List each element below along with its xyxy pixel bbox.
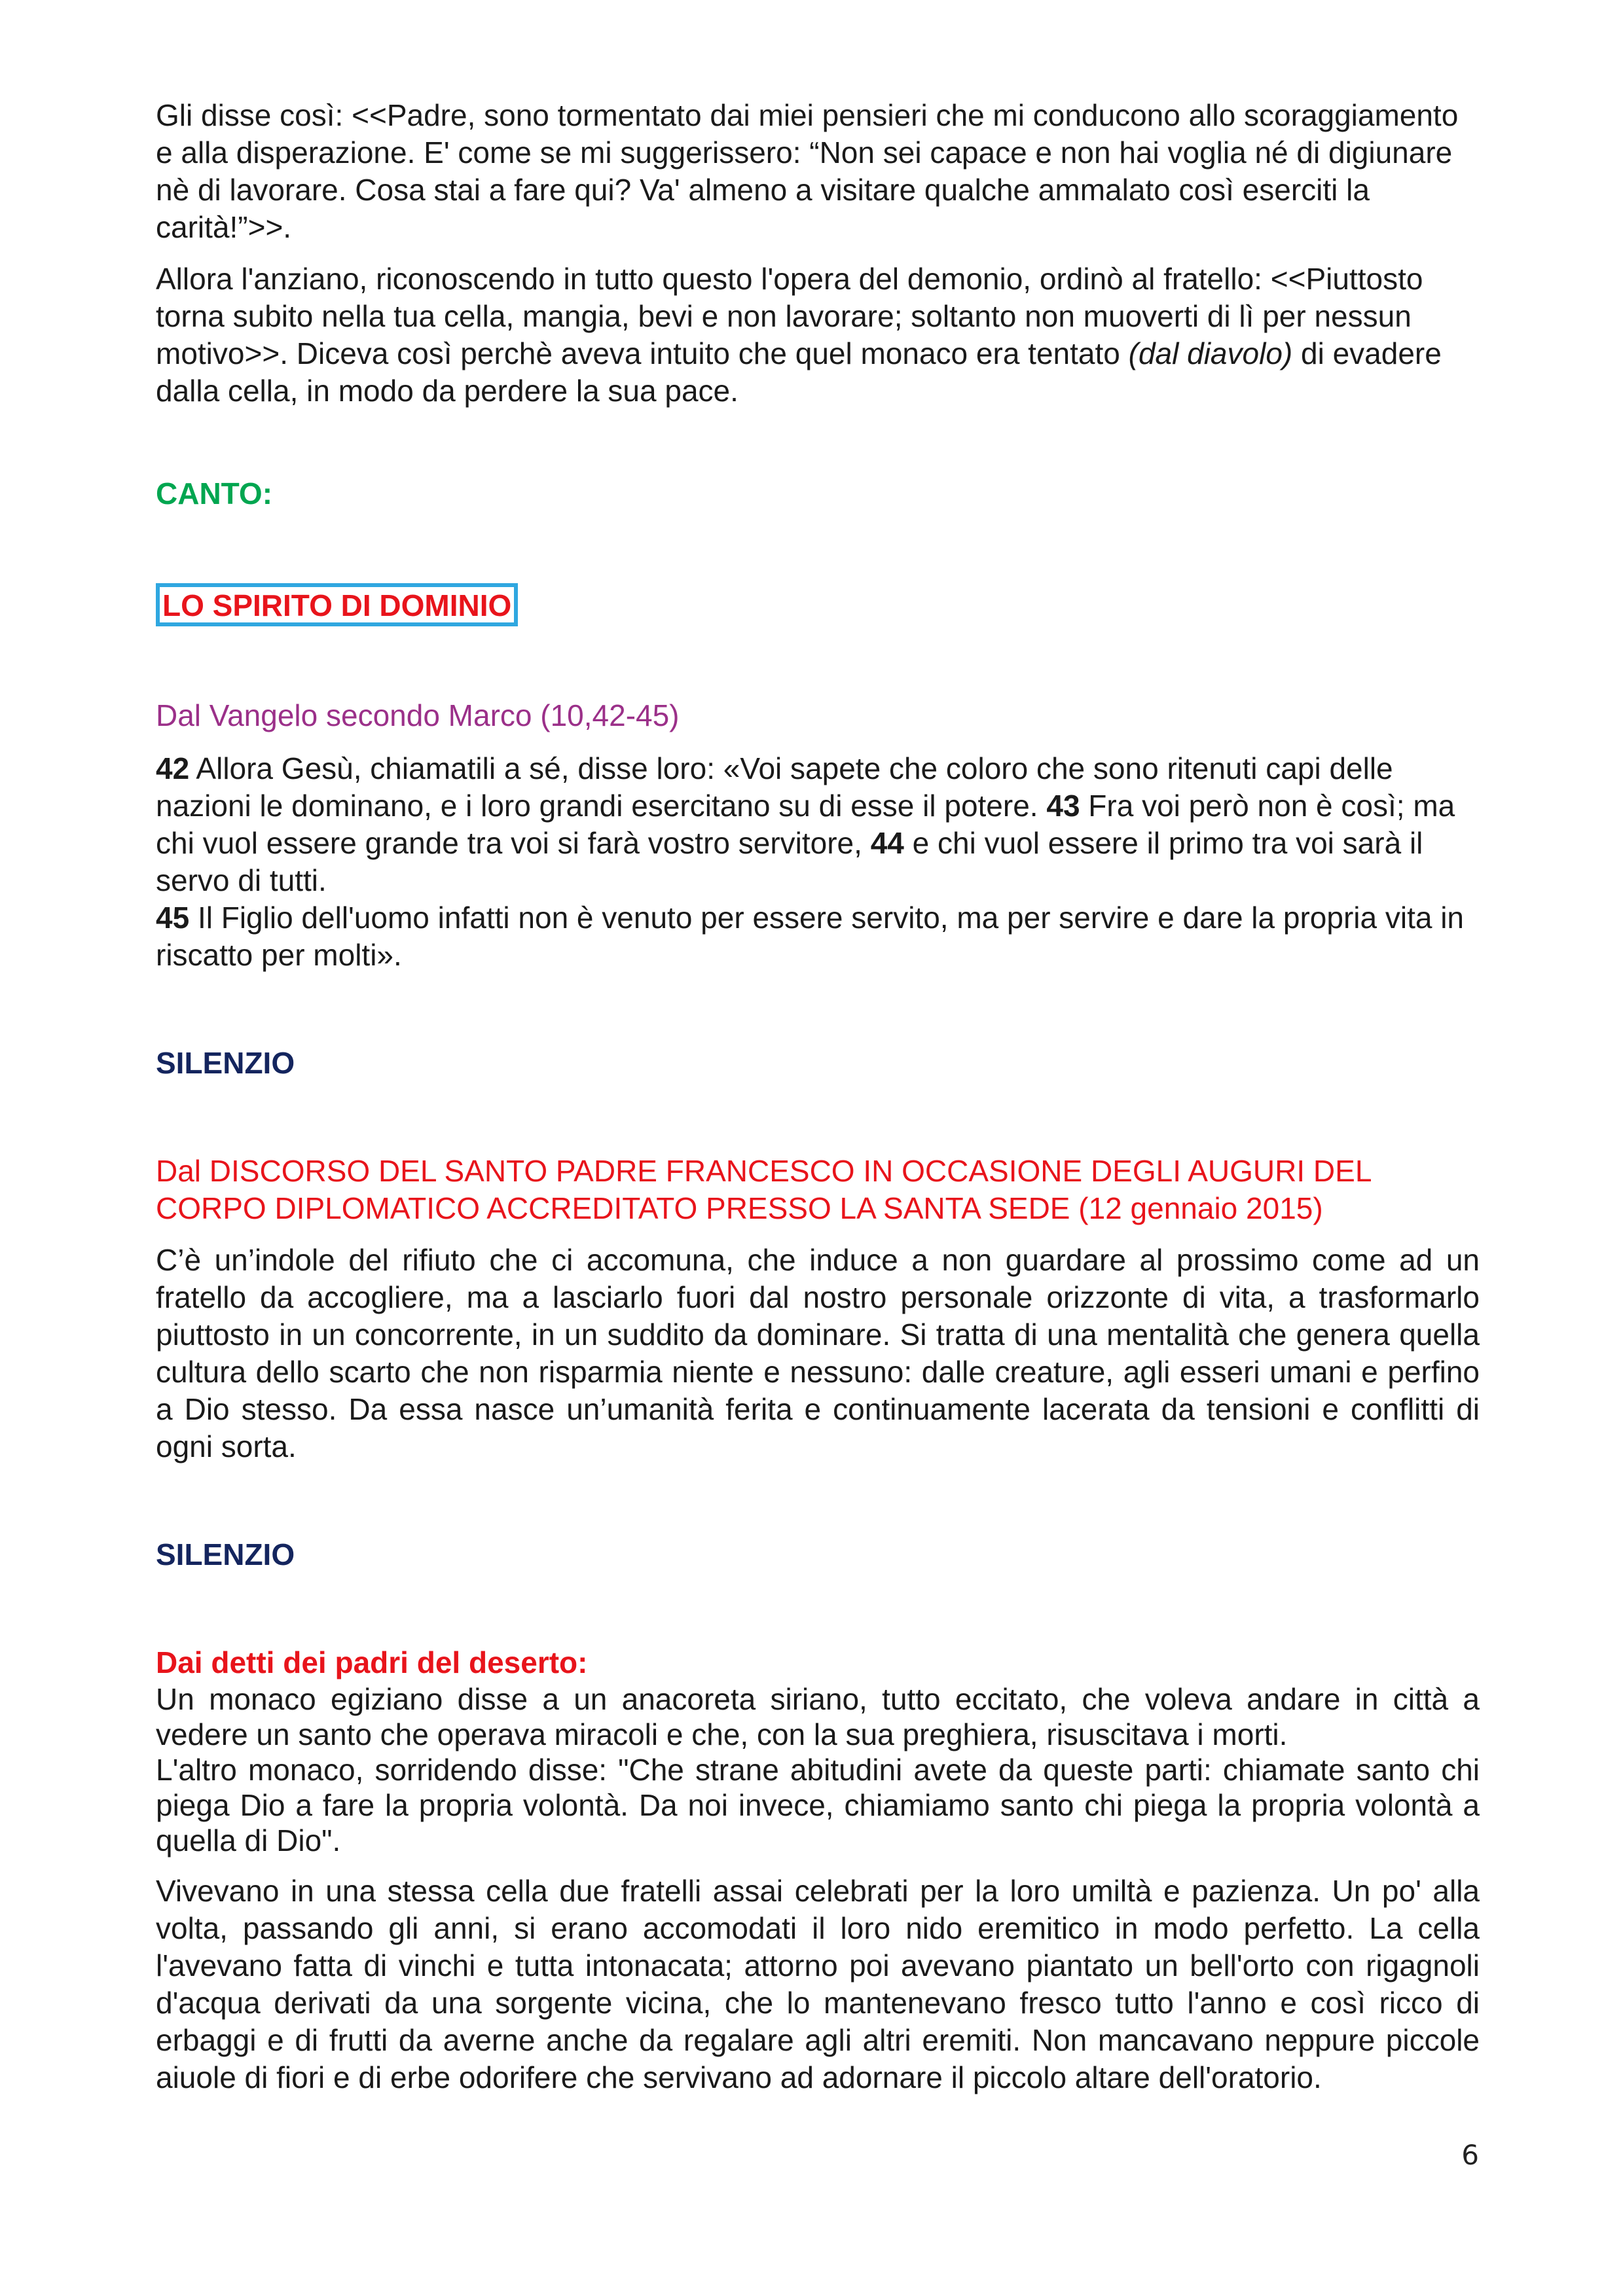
verse-text: Fra voi però non è così; ma chi vuol essere grande tra voi si farà vostro servitore, [156,789,1455,860]
elder-answer-text-end: di evadere dalla cella, in modo da perdere la sua pace. [156,336,1442,408]
section-title: LO SPIRITO DI DOMINIO [156,583,518,626]
verse-text: Il Figlio dell'uomo infatti non è venuto per essere servito, ma per servire e dare la propria vita in riscatto per molti». [156,901,1465,972]
verse-text: e chi vuol essere il primo tra voi sarà il servo di tutti. [156,826,1423,897]
verse-number: 42 [156,751,190,785]
page-number: 6 [1461,2139,1479,2171]
discourse-text: C’è un’indole del rifiuto che ci accomuna, che induce a non guardare al prossimo come ad un fratello da accogliere, ma a lasciarlo fuori dal nostro personale orizzonte di vita, a trasformarlo piuttosto in un concorrente, in un suddito da dominare. Si tratta di una mentalità che genera quella cultura dello scarto che non risparmia niente e nessuno: dalle creature, agli esseri umani e perfino a Dio stesso. Da essa nasce un’umanità ferita e continuamente lacerata da tensioni e conflitti di ogni sorta. [156,1243,1480,1463]
elder-answer-italic: (dal diavolo) [1128,336,1293,370]
desert-paragraph: L'altro monaco, sorridendo disse: "Che strane abitudini avete da queste parti: chiamate santo chi piega Dio a fare la propria volontà. Da noi invece, chiamiamo santo chi piega la propria volontà a quella di Dio". [156,1753,1480,1857]
desert-fathers-source: Dai detti dei padri del deserto: [156,1645,588,1679]
silenzio-heading: SILENZIO [156,1046,295,1080]
desert-paragraph-story: Vivevano in una stessa cella due fratelli assai celebrati per la loro umiltà e pazienza. Un po' alla volta, passando gli anni, si erano accomodati il loro nido eremitico in modo perfetto. La cella l'avevano fatta di vinchi e tutta intonacata; attorno poi avevano piantato un bell'orto con rigagnoli d'acqua derivati da una sorgente vicina, che lo mantenevano fresco tutto l'anno e così ricco di erbaggi e di frutti da averne anche da regalare agli altri eremiti. Non mancavano neppure piccole aiuole di fiori e di erbe odorifere che servivano ad adornare il piccolo altare dell'oratorio. [156,1874,1480,2094]
section-title-wrap [156,583,1480,626]
canto-heading: CANTO: [156,476,273,511]
gospel-source: Dal Vangelo secondo Marco (10,42-45) [156,698,680,732]
verse-text: Allora Gesù, chiamatili a sé, disse loro: «Voi sapete che coloro che sono ritenuti capi delle nazioni le dominano, e i loro grandi esercitano su di esse il potere. [156,751,1393,823]
elder-answer-text: Allora l'anziano, riconoscendo in tutto questo l'opera del demonio, ordinò al fratello: <<Piuttosto torna subito nella tua cella, mangia, bevi e non lavorare; soltanto non muoverti di lì per nessun motivo>>. Diceva così perchè aveva intuito che quel monaco era tentato [156,262,1423,370]
silenzio-heading: SILENZIO [156,1537,295,1571]
page-content [156,97,1480,2111]
discourse-source: Dal DISCORSO DEL SANTO PADRE FRANCESCO IN OCCASIONE DEGLI AUGURI DEL CORPO DIPLOMATICO ACCREDITATO PRESSO LA SANTA SEDE (12 gennaio 2015) [156,1154,1371,1225]
desert-paragraph: Un monaco egiziano disse a un anacoreta siriano, tutto eccitato, che voleva andare in città a vedere un santo che operava miracoli e che, con la sua preghiera, risuscitava i morti. [156,1682,1480,1751]
paragraph-elder-answer [156,260,1480,410]
verse-number: 45 [156,901,190,935]
gospel-passage [156,750,1480,974]
paragraph-elder-dialogue: Gli disse così: <<Padre, sono tormentato dai miei pensieri che mi conducono allo scoraggiamento e alla disperazione. E' come se mi suggerissero: “Non sei capace e non hai voglia né di digiunare nè di lavorare. Cosa stai a fare qui? Va' almeno a visitare qualche ammalato così eserciti la carità!”>>. [156,98,1459,244]
verse-number: 43 [1046,789,1080,823]
verse-number: 44 [870,826,904,860]
